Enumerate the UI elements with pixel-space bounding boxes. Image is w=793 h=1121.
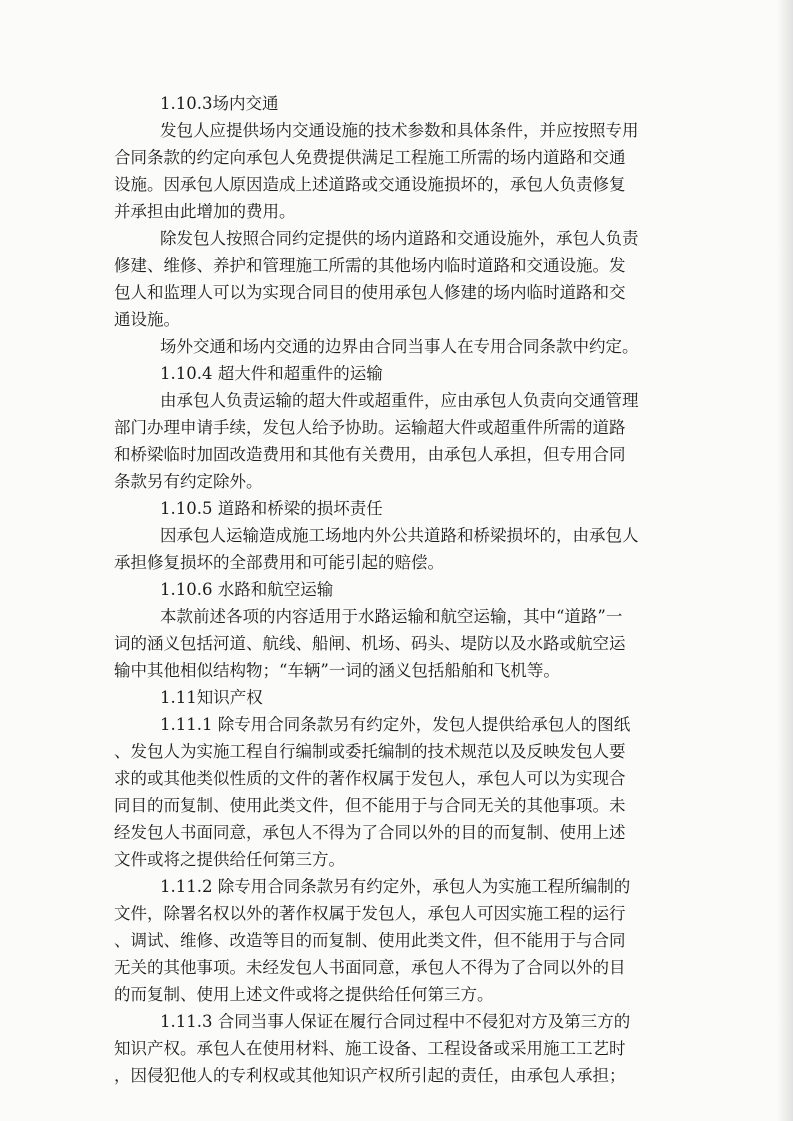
text-line: 除发包人按照合同约定提供的场内道路和交通设施外，承包人负责 [160, 229, 639, 248]
text-line: 通设施。 [114, 310, 180, 329]
text-line: 本款前述各项的内容适用于水路运输和航空运输，其中“道路”一 [160, 607, 623, 626]
text-line: 由承包人负责运输的超大件或超重件，应由承包人负责向交通管理 [160, 391, 639, 410]
text-line: 、调试、维修、改造等目的而复制、使用此类文件，但不能用于与合同 [114, 931, 626, 950]
document-body [114, 90, 708, 1089]
text-line: 场外交通和场内交通的边界由合同当事人在专用合同条款中约定。 [160, 337, 639, 356]
text-line: 包人和监理人可以为实现合同目的使用承包人修建的场内临时道路和交 [114, 283, 626, 302]
text-line: 1.10.3场内交通 [160, 94, 279, 113]
text-line: 1.11.1 除专用合同条款另有约定外，发包人提供给承包人的图纸 [160, 715, 631, 734]
text-line: 承担修复损坏的全部费用和可能引起的赔偿。 [114, 553, 444, 572]
text-line: 1.10.4 超大件和超重件的运输 [160, 364, 383, 383]
text-line: 词的涵义包括河道、航线、船闸、机场、码头、堤防以及水路或航空运 [114, 634, 626, 653]
text-line: 文件，除署名权以外的著作权属于发包人，承包人可因实施工程的运行 [114, 904, 626, 923]
text-line: 同目的而复制、使用此类文件，但不能用于与合同无关的其他事项。未 [114, 796, 626, 815]
text-line: 、发包人为实施工程自行编制或委托编制的技术规范以及反映发包人要 [114, 742, 626, 761]
text-line: 1.11.3 合同当事人保证在履行合同过程中不侵犯对方及第三方的 [160, 1012, 631, 1031]
text-line: 并承担由此增加的费用。 [114, 202, 296, 221]
text-line: 1.11.2 除专用合同条款另有约定外，承包人为实施工程所编制的 [160, 877, 631, 896]
text-line: 1.10.6 水路和航空运输 [160, 580, 334, 599]
text-line: 发包人应提供场内交通设施的技术参数和具体条件，并应按照专用 [160, 121, 639, 140]
text-line: 知识产权。承包人在使用材料、施工设备、工程设备或采用施工工艺时 [114, 1039, 626, 1058]
text-line: 的而复制、使用上述文件或将之提供给任何第三方。 [114, 985, 494, 1004]
text-line: 因承包人运输造成施工场地内外公共道路和桥梁损坏的，由承包人 [160, 526, 639, 545]
text-line: ，因侵犯他人的专利权或其他知识产权所引起的责任，由承包人承担； [114, 1066, 626, 1085]
text-line: 条款另有约定除外。 [114, 472, 263, 491]
text-line: 经发包人书面同意，承包人不得为了合同以外的目的而复制、使用上述 [114, 823, 626, 842]
text-line: 和桥梁临时加固改造费用和其他有关费用，由承包人承担，但专用合同 [114, 445, 626, 464]
text-line: 1.10.5 道路和桥梁的损坏责任 [160, 499, 383, 518]
text-line: 部门办理申请手续，发包人给予协助。运输超大件或超重件所需的道路 [114, 418, 626, 437]
text-line: 文件或将之提供给任何第三方。 [114, 850, 345, 869]
text-line: 求的或其他类似性质的文件的著作权属于发包人，承包人可以为实现合 [114, 769, 626, 788]
text-line: 1.11知识产权 [160, 688, 263, 707]
text-line: 无关的其他事项。未经发包人书面同意，承包人不得为了合同以外的目 [114, 958, 626, 977]
text-line: 设施。因承包人原因造成上述道路或交通设施损坏的，承包人负责修复 [114, 175, 626, 194]
text-line: 合同条款的约定向承包人免费提供满足工程施工所需的场内道路和交通 [114, 148, 626, 167]
text-line: 修建、维修、养护和管理施工所需的其他场内临时道路和交通设施。发 [114, 256, 626, 275]
text-line: 输中其他相似结构物；“车辆”一词的涵义包括船舶和飞机等。 [114, 661, 560, 680]
